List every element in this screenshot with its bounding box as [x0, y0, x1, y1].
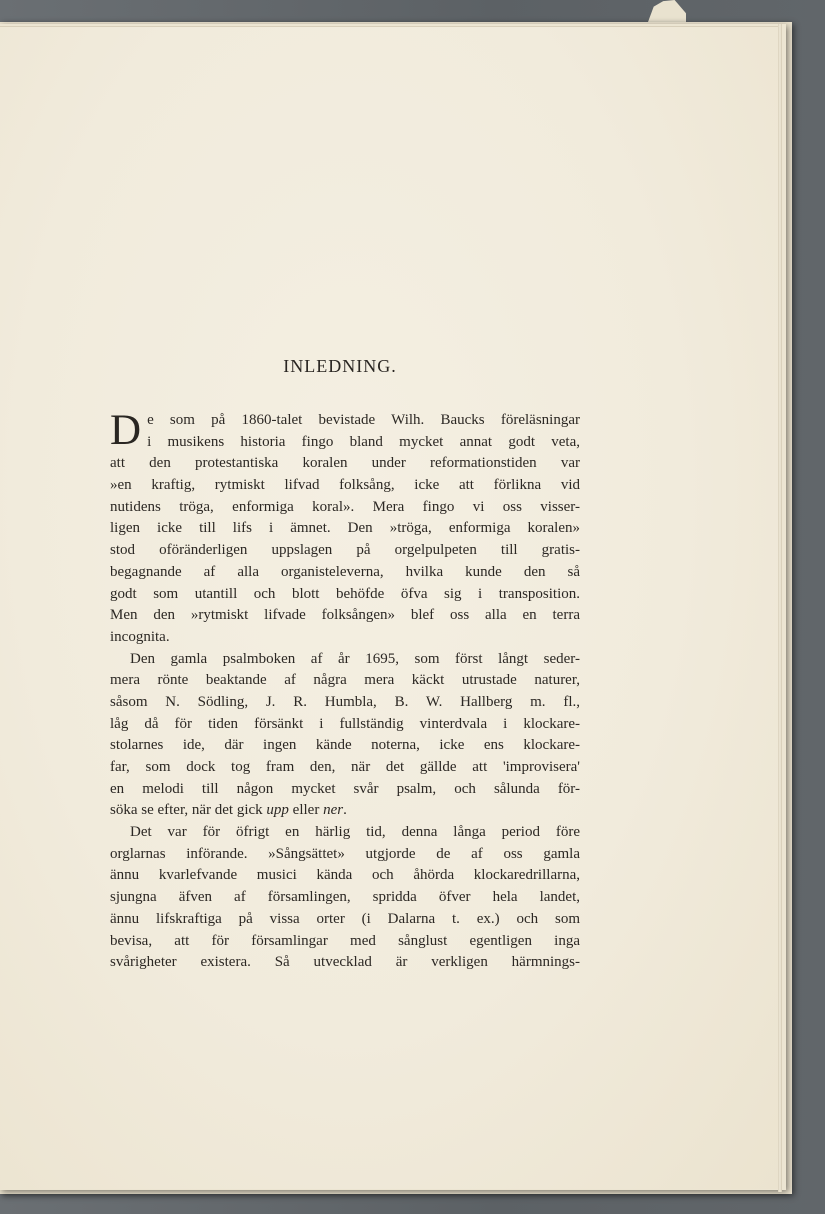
drop-cap: D — [110, 410, 142, 454]
text-line: incognita. — [110, 628, 170, 645]
text-line: godt som utantill och blott behöfde öfva sig i transposition. — [110, 585, 580, 602]
chapter-title: INLEDNING. — [283, 356, 397, 376]
text-fragment: eller — [288, 802, 324, 819]
text-line: orglarnas införande. »Sångsättet» utgjorde de af oss gamla — [110, 845, 580, 862]
text-line: »en kraftig, rytmiskt lifvad folksång, icke att förlikna vid — [110, 477, 580, 494]
text-line: far, som dock tog fram den, när det gällde att 'improvisera' — [110, 759, 580, 775]
paragraph-1 — [110, 410, 580, 649]
text-line: ligen icke till lifs i ämnet. Den »tröga, enformiga koralen» — [110, 520, 580, 537]
page-edge — [778, 24, 782, 1192]
text-line: e som på 1860-talet bevistade Wilh. Baucks föreläsningar — [147, 412, 580, 428]
text-line: stolarnes ide, där ingen kände noterna, icke ens klockare- — [110, 737, 580, 754]
text-fragment: söka se efter, när det gick — [110, 802, 267, 819]
text-line: Den gamla psalmboken af år 1695, som först långt seder- — [130, 650, 580, 667]
text-line: sjungna äfven af församlingen, spridda öfver hela landet, — [110, 889, 580, 906]
body-text — [110, 410, 580, 974]
text-line: nutidens tröga, enformiga koral». Mera fingo vi oss visser- — [110, 498, 580, 515]
italic-word: upp — [266, 802, 289, 819]
text-line: Men den »rytmiskt lifvade folksången» blef oss alla en terra — [110, 607, 580, 624]
text-line: en melodi till någon mycket svår psalm, och sålunda för- — [110, 780, 580, 797]
text-line: bevisa, att för församlingar med sånglust egentligen inga — [110, 932, 580, 949]
text-line: mera rönte beaktande af några mera käckt utrustade naturer, — [110, 672, 580, 689]
paragraph-2 — [110, 649, 580, 823]
text-line: att den protestantiska koralen under reformationstiden var — [110, 455, 580, 472]
text-line: ännu kvarlefvande musici kända och åhörda klockaredrillarna, — [110, 867, 580, 884]
text-line: Det var för öfrigt en härlig tid, denna långa period före — [130, 824, 580, 841]
text-line: begagnande af alla organisteleverna, hvilka kunde den så — [110, 563, 580, 580]
text-line — [110, 800, 580, 822]
text-line: ännu lifskraftiga på vissa orter (i Dalarna t. ex.) och som — [110, 910, 580, 927]
text-line: svårigheter existera. Så utvecklad är verkligen härmnings- — [110, 954, 580, 971]
italic-word: ner — [323, 802, 344, 819]
text-line: låg då för tiden försänkt i fullständig vinterdvala i klockare- — [110, 715, 580, 732]
text-line: stod oföränderligen uppslagen på orgelpulpeten till gratis- — [110, 542, 580, 559]
text-line: i musikens historia fingo bland mycket annat godt veta, — [147, 433, 580, 450]
text-fragment: . — [343, 802, 347, 819]
paragraph-3 — [110, 822, 580, 974]
drop-cap-lines — [110, 410, 580, 453]
text-line: såsom N. Södling, J. R. Humbla, B. W. Hallberg m. fl., — [110, 693, 580, 710]
